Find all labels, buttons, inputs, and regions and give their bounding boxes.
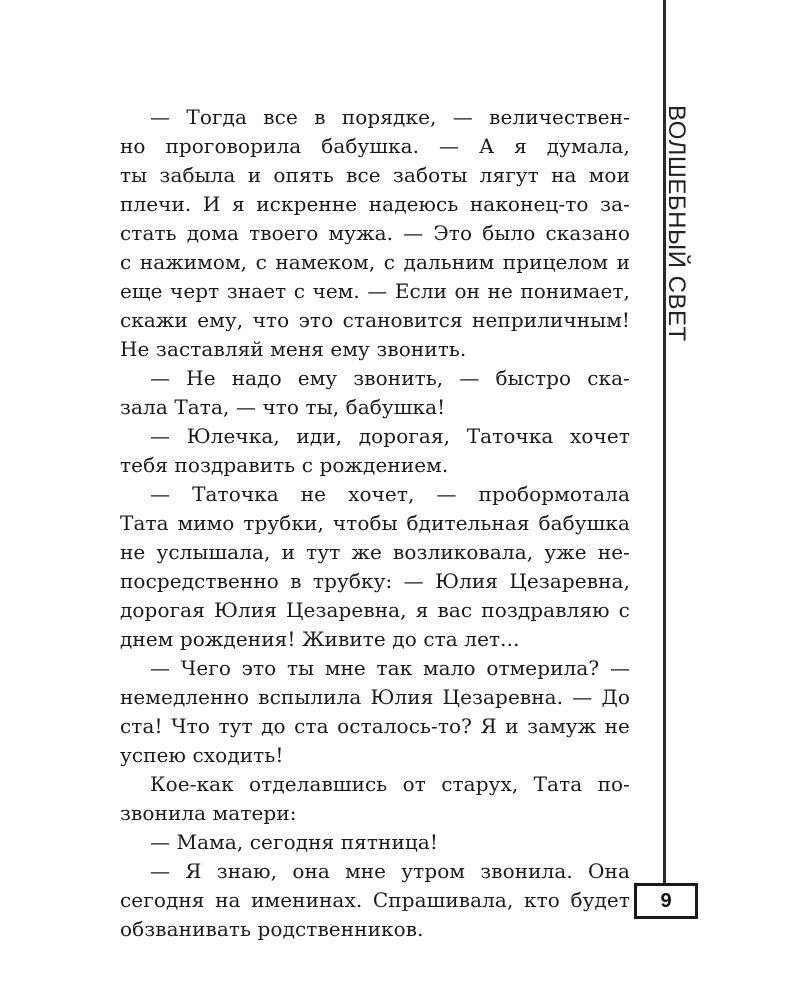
text-line: — Тогда все в порядке, — величествен- xyxy=(150,105,630,129)
text-line: звонила матери: xyxy=(120,801,297,825)
text-line: еще черт знает с чем. — Если он не понимает, xyxy=(120,279,630,303)
text-line: тебя поздравить с рождением. xyxy=(120,453,449,477)
page-number-box xyxy=(634,883,698,919)
text-line: дорогая Юлия Цезаревна, я вас поздравляю с xyxy=(120,598,630,622)
text-line: — Таточка не хочет, — пробормотала xyxy=(150,482,630,506)
text-line: сегодня на именинах. Спрашивала, кто будет xyxy=(120,888,630,912)
text-line: успею сходить! xyxy=(120,743,284,767)
text-line: ста! Что тут до ста осталось-то? Я и замуж не xyxy=(120,714,630,738)
text-line: немедленно вспылила Юлия Цезаревна. — До xyxy=(120,685,630,709)
text-line: — Не надо ему звонить, — быстро ска- xyxy=(150,366,630,390)
text-line: Не заставляй меня ему звонить. xyxy=(120,337,467,361)
text-line: ты забыла и опять все заботы лягут на мои xyxy=(120,163,630,187)
text-line: посредственно в трубку: — Юлия Цезаревна, xyxy=(120,569,630,593)
text-line: днем рождения! Живите до ста лет... xyxy=(120,627,520,651)
text-line: с нажимом, с намеком, с дальним прицелом и xyxy=(120,250,630,274)
text-line: плечи. И я искренне надеюсь наконец-то за- xyxy=(120,192,630,216)
text-line: — Юлечка, иди, дорогая, Таточка хочет xyxy=(150,424,630,448)
text-line: — Я знаю, она мне утром звонила. Она xyxy=(150,859,630,883)
running-head-title: ВОЛШЕБНЫЙ СВЕТ xyxy=(663,105,690,342)
text-line: — Мама, сегодня пятница! xyxy=(150,830,439,854)
text-line: — Чего это ты мне так мало отмерила? — xyxy=(150,656,630,680)
text-line: Кое-как отделавшись от старух, Тата по- xyxy=(150,772,630,796)
text-line: не услышала, и тут же возликовала, уже не- xyxy=(120,540,630,564)
text-line: стать дома твоего мужа. — Это было сказано xyxy=(120,221,630,245)
text-line: зала Тата, — что ты, бабушка! xyxy=(120,395,446,419)
text-line: но проговорила бабушка. — А я думала, xyxy=(120,134,630,158)
text-line: скажи ему, что это становится неприличным! xyxy=(120,308,630,332)
text-line: Тата мимо трубки, чтобы бдительная бабушка xyxy=(120,511,630,535)
text-line: обзванивать родственников. xyxy=(120,917,424,941)
body-text xyxy=(120,103,630,944)
page-number: 9 xyxy=(660,889,672,912)
